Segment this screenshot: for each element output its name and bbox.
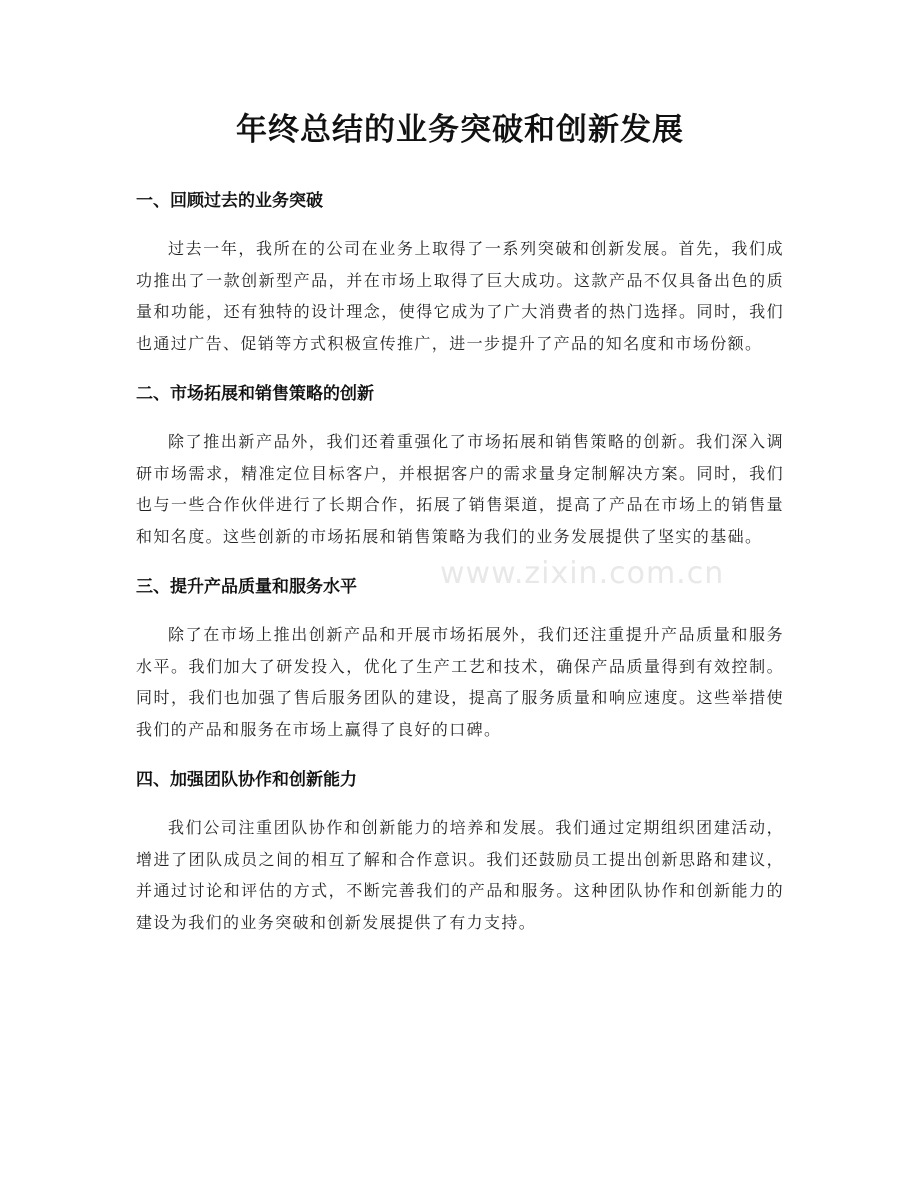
watermark: www.zixin.com.cn [440,556,725,591]
section-review-past-breakthroughs [136,189,784,359]
section-heading: 一、回顾过去的业务突破 [136,191,323,211]
section-quality-service [136,575,784,745]
section-paragraph: 过去一年，我所在的公司在业务上取得了一系列突破和创新发展。首先，我们成功推出了一款创新型产品，并在市场上取得了巨大成功。这款产品不仅具备出色的质量和功能，还有独特的设计理念，使得它成为了广大消费者的热门选择。同时，我们也通过广告、促销等方式积极宣传推广，进一步提升了产品的知名度和市场份额。 [136,239,784,353]
section-market-expansion [136,382,784,552]
section-paragraph: 除了推出新产品外，我们还着重强化了市场拓展和销售策略的创新。我们深入调研市场需求，精准定位目标客户，并根据客户的需求量身定制解决方案。同时，我们也与一些合作伙伴进行了长期合作，拓展了销售渠道，提高了产品在市场上的销售量和知名度。这些创新的市场拓展和销售策略为我们的业务发展提供了坚实的基础。 [136,432,784,546]
section-heading: 四、加强团队协作和创新能力 [136,770,357,790]
section-heading: 二、市场拓展和销售策略的创新 [136,384,374,404]
document-content [136,0,784,938]
section-heading: 三、提升产品质量和服务水平 [136,577,357,597]
section-teamwork-innovation [136,768,784,938]
section-paragraph: 我们公司注重团队协作和创新能力的培养和发展。我们通过定期组织团建活动，增进了团队成员之间的相互了解和合作意识。我们还鼓励员工提出创新思路和建议，并通过讨论和评估的方式，不断完善我们的产品和服务。这种团队协作和创新能力的建设为我们的业务突破和创新发展提供了有力支持。 [136,818,784,932]
section-paragraph: 除了在市场上推出创新产品和开展市场拓展外，我们还注重提升产品质量和服务水平。我们加大了研发投入，优化了生产工艺和技术，确保产品质量得到有效控制。同时，我们也加强了售后服务团队的建设，提高了服务质量和响应速度。这些举措使我们的产品和服务在市场上赢得了良好的口碑。 [136,625,784,739]
document-title: 年终总结的业务突破和创新发展 [236,112,684,148]
